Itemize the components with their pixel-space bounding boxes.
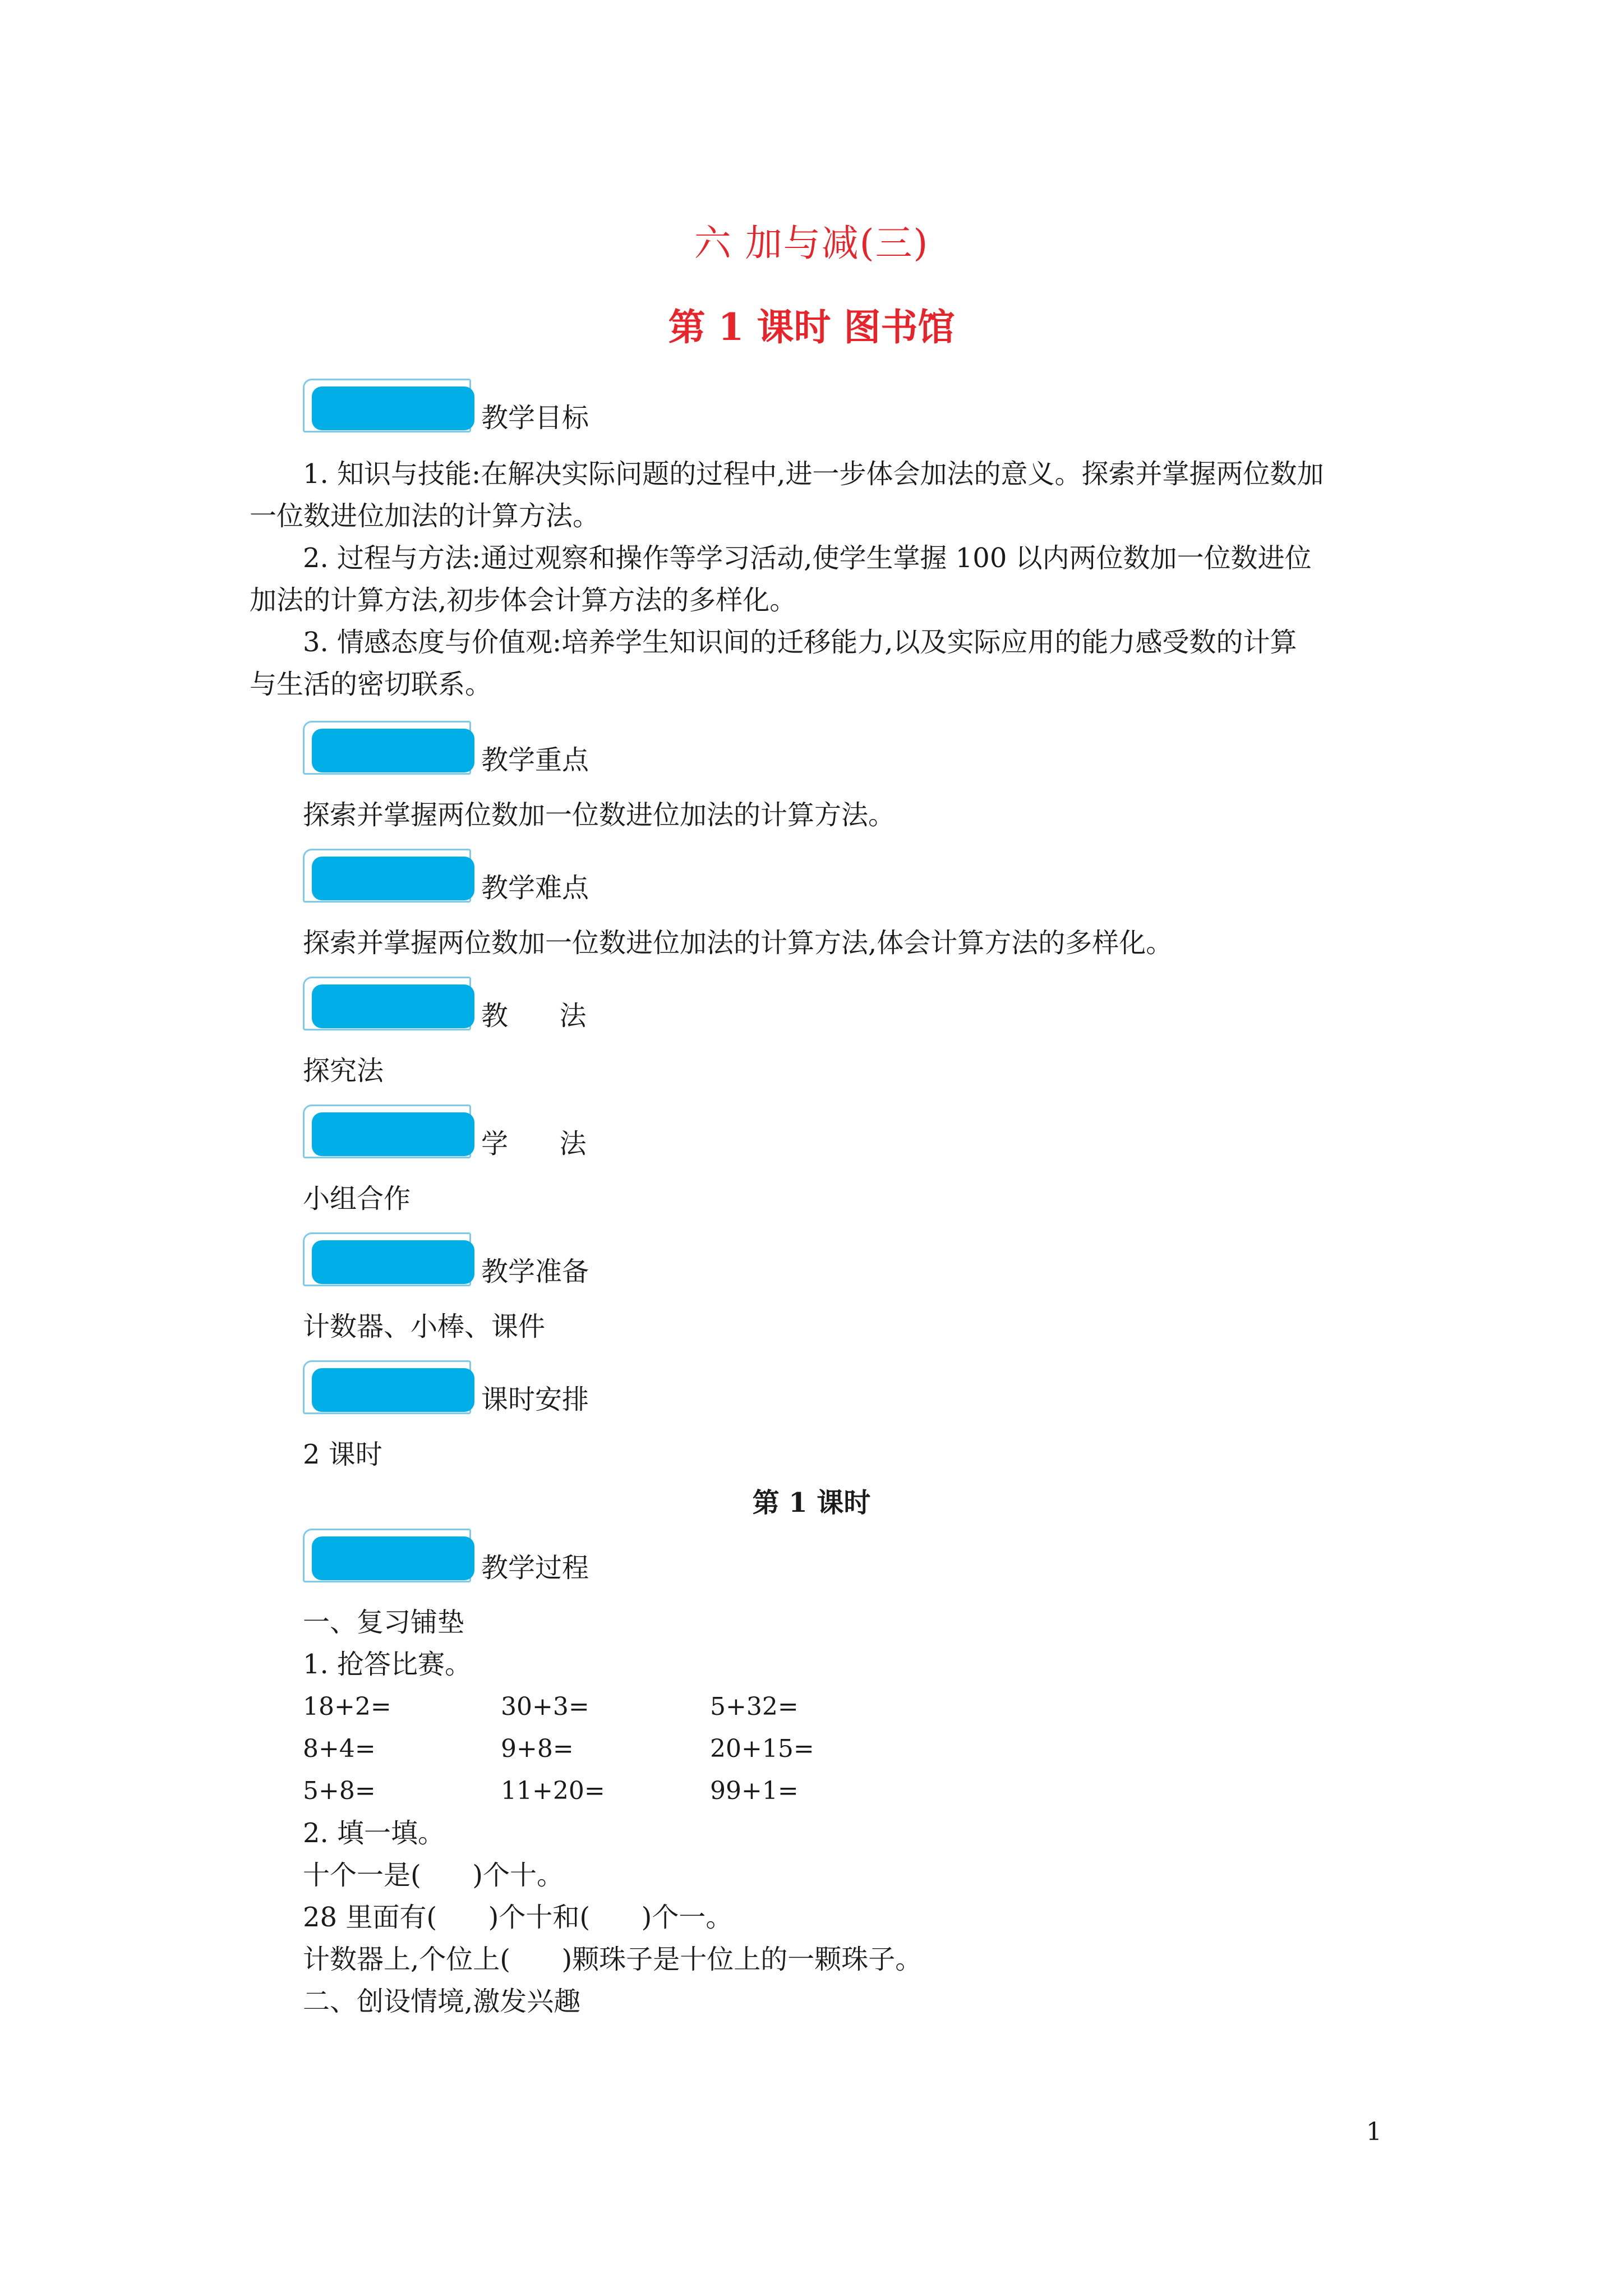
difficulties-text: 探索并掌握两位数加一位数进位加法的计算方法,体会计算方法的多样化。 <box>303 927 1173 959</box>
preparation-text: 计数器、小棒、课件 <box>303 1311 546 1342</box>
fill-line: 十个一是( )个十。 <box>303 1860 564 1891</box>
page-number: 1 <box>1366 2118 1382 2146</box>
goal-3-line-2: 与生活的密切联系。 <box>250 669 492 700</box>
section-tab-icon <box>303 1105 477 1161</box>
teaching-method-text: 探究法 <box>303 1055 384 1087</box>
section-label: 教学目标 <box>481 402 589 434</box>
section-header-goals <box>303 379 808 440</box>
section-header-learning-method <box>303 1105 808 1166</box>
section-label: 教学难点 <box>481 872 589 904</box>
section-label: 教学重点 <box>481 744 589 776</box>
section-tab-icon <box>303 721 477 777</box>
section-tab-icon <box>303 1360 477 1416</box>
section-header-teaching-method <box>303 977 808 1038</box>
goal-3-line-1: 3. 情感态度与价值观:培养学生知识间的迁移能力,以及实际应用的能力感受数的计算 <box>303 627 1297 658</box>
section-header-difficulties <box>303 849 808 910</box>
quiz-cell: 5+8= <box>303 1777 376 1805</box>
section-tab-icon <box>303 1529 477 1585</box>
section-tab-icon <box>303 977 477 1033</box>
learning-method-text: 小组合作 <box>303 1183 411 1214</box>
section-header-preparation <box>303 1232 808 1294</box>
quiz-cell: 9+8= <box>501 1734 574 1763</box>
unit-title: 六 加与减(三) <box>694 222 929 265</box>
quiz-cell: 20+15= <box>710 1734 814 1763</box>
section-header-key-points <box>303 721 808 783</box>
lesson-title: 第 1 课时 图书馆 <box>668 305 955 349</box>
section-label: 教 法 <box>481 1000 587 1032</box>
section-tab-icon <box>303 849 477 905</box>
quiz-cell: 5+32= <box>710 1692 799 1721</box>
section-label: 学 法 <box>481 1128 587 1159</box>
quiz-cell: 8+4= <box>303 1734 376 1763</box>
quiz-cell: 11+20= <box>501 1777 605 1805</box>
fill-line: 计数器上,个位上( )颗珠子是十位上的一颗珠子。 <box>303 1944 923 1975</box>
first-lesson-heading: 第 1 课时 <box>752 1487 871 1519</box>
section-label: 教学过程 <box>481 1552 589 1584</box>
section-tab-icon <box>303 1232 477 1289</box>
quiz-cell: 18+2= <box>303 1692 391 1721</box>
section-tab-icon <box>303 379 477 435</box>
process-part2-title: 二、创设情境,激发兴趣 <box>303 1986 581 2017</box>
process-part1-title: 一、复习铺垫 <box>303 1607 465 1638</box>
goal-2-line-2: 加法的计算方法,初步体会计算方法的多样化。 <box>250 585 797 616</box>
quiz-cell: 99+1= <box>710 1777 799 1805</box>
fill-title: 2. 填一填。 <box>303 1818 445 1849</box>
section-header-schedule <box>303 1360 808 1422</box>
fill-line: 28 里面有( )个十和( )个一。 <box>303 1902 733 1933</box>
goal-1-line-1: 1. 知识与技能:在解决实际问题的过程中,进一步体会加法的意义。探索并掌握两位数加 <box>303 458 1324 490</box>
goal-2-line-1: 2. 过程与方法:通过观察和操作等学习活动,使学生掌握 100 以内两位数加一位数进位 <box>303 542 1312 574</box>
quiz-title: 1. 抢答比赛。 <box>303 1649 472 1680</box>
section-label: 课时安排 <box>481 1384 589 1415</box>
section-label: 教学准备 <box>481 1256 589 1287</box>
section-header-process <box>303 1529 808 1590</box>
schedule-text: 2 课时 <box>303 1439 382 1470</box>
goal-1-line-2: 一位数进位加法的计算方法。 <box>250 500 600 532</box>
key-points-text: 探索并掌握两位数加一位数进位加法的计算方法。 <box>303 799 896 831</box>
quiz-cell: 30+3= <box>501 1692 589 1721</box>
